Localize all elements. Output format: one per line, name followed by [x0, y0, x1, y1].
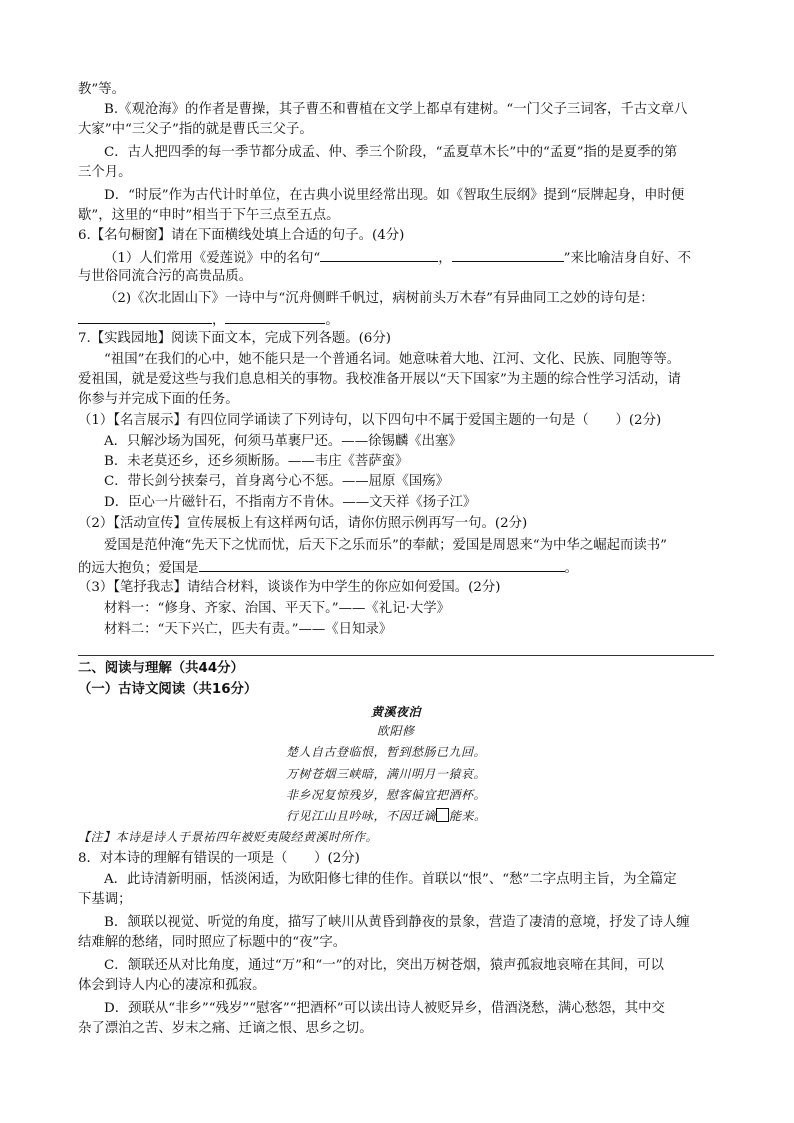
- q6-title: 6.【名句橱窗】请在下面横线处填上合适的句子。(4分): [78, 228, 405, 243]
- q6-part2-comma: ，: [212, 313, 226, 328]
- missing-character-box[interactable]: [436, 808, 449, 822]
- q7-intro-line3: 你参与并完成下面的任务。: [78, 392, 239, 407]
- answer-blank[interactable]: [78, 309, 212, 324]
- q7-material-2: 材料二：“天下兴亡，匹夫有责。”——《日知录》: [104, 622, 393, 637]
- q7-material-1: 材料一：“修身、齐家、治国、平天下。”——《礼记·大学》: [104, 601, 451, 616]
- subsection-title: （一）古诗文阅读（共16分）: [78, 682, 258, 697]
- poem-line-1: 楚人自古登临恨，暂到愁肠已九回。: [286, 745, 487, 759]
- poem-author: 欧阳修: [377, 724, 415, 738]
- q8-option-d-line2: 杂了漂泊之苦、岁末之痛、迁谪之恨、思乡之切。: [78, 1021, 373, 1036]
- q7-intro-line2: 爱祖国，就是爱这些与我们息息相关的事物。我校准备开展以“天下国家”为主题的综合性学习活动，请: [78, 372, 681, 387]
- answer-blank[interactable]: [452, 247, 564, 262]
- q7-title: 7.【实践园地】阅读下面文本，完成下列各题。(6分): [78, 331, 391, 346]
- q5-option-d-line2: 歇”，这里的“申时”相当于下午三点至五点。: [78, 208, 340, 223]
- q8-option-b-line1: B．颔联以视觉、听觉的角度，描写了峡川从黄昏到静夜的景象，营造了凄清的意境，抒发了诗人缠: [104, 915, 690, 930]
- q6-part1-suffix: ”来比喻洁身自好、不: [563, 251, 691, 266]
- poem-title: 黄溪夜泊: [371, 705, 422, 719]
- q7-sub2-line2: [78, 557, 578, 579]
- q5-option-b-line1: B.《观沧海》的作者是曹操，其子曹丕和曹植在文学上都卓有建树。“一门父子三词客，千古文章八: [104, 102, 688, 117]
- q5-option-c-line1: C．古人把四季的每一季节都分成孟、仲、季三个阶段，“孟夏草木长”中的“孟夏”指的是夏季的第: [104, 145, 678, 160]
- q8-option-b-line2: 结难解的愁绪，同时照应了标题中的“夜”字。: [78, 935, 347, 950]
- q7-option-b: B．未老莫还乡，还乡须断肠。——韦庄《菩萨蛮》: [104, 454, 409, 469]
- q7-sub2-period: 。: [564, 561, 578, 576]
- answer-blank[interactable]: [320, 247, 438, 262]
- q7-sub2-prefix: 的远大抱负；爱国是: [78, 561, 199, 576]
- q6-part2-line2: [78, 309, 339, 331]
- q8-option-a-line2: 下基调；: [78, 892, 132, 907]
- q7-sub2-line1: 爱国是范仲淹“先天下之忧而忧，后天下之乐而乐”的奉献；爱国是周恩来“为中华之崛起而读书”: [104, 538, 668, 553]
- poem-line-4-tail: 能来。: [449, 809, 487, 823]
- q7-sub2-title: （2）【活动宣传】宣传展板上有这样两句话，请你仿照示例再写一句。(2分): [78, 516, 528, 531]
- q8-title: 8．对本诗的理解有错误的一项是（ ）(2分): [78, 851, 360, 866]
- q5-option-c-line2: 三个月。: [78, 165, 132, 180]
- answer-blank[interactable]: [225, 309, 325, 324]
- answer-blank[interactable]: [199, 557, 565, 572]
- poem-line-4-head: 行见江山且吟咏，不因迁谪: [286, 809, 437, 823]
- q6-part1-prefix: （1）人们常用《爱莲说》中的名句“: [104, 251, 321, 266]
- q6-part1-comma: ，: [438, 251, 452, 266]
- q8-option-d-line1: D．颈联从“非乡”“残岁”“慰客”“把酒杯”可以读出诗人被贬异乡，借酒浇愁，满心愁怨，其中交: [104, 1001, 665, 1016]
- q5-option-b-line2: 大家”中“三父子”指的就是曹氏三父子。: [78, 122, 313, 137]
- q7-intro-line1: “祖国”在我们的心中，她不能只是一个普通名词。她意味着大地、江河、文化、民族、同胞等等。: [104, 352, 681, 367]
- poem-line-3: 非乡况复惊残岁，慰客偏宜把酒杯。: [286, 788, 487, 802]
- q6-part2-line1: （2)《次北固山下》一诗中与“沉舟侧畔千帆过，病树前头万木春”有异曲同工之妙的诗句是：: [104, 291, 654, 306]
- q6-part2-period: 。: [325, 313, 339, 328]
- q7-option-c: C．带长剑兮挟秦弓，首身离兮心不惩。——屈原《国殇》: [104, 474, 450, 489]
- q8-option-c-line1: C．颔联还从对比角度，通过“万”和“一”的对比，突出万树苍烟，猿声孤寂地哀啼在其间，可以: [104, 958, 664, 973]
- poem-line-4: [286, 806, 487, 826]
- q6-part1-line1: [104, 247, 691, 269]
- answer-line-divider: [78, 655, 714, 656]
- q7-option-d: D．臣心一片磁针石，不指南方不肯休。——文天祥《扬子江》: [104, 495, 477, 510]
- q8-option-c-line2: 体会到诗人内心的凄凉和孤寂。: [78, 978, 266, 993]
- poem-line-2: 万树苍烟三峡暗，满川明月一猿哀。: [286, 767, 487, 781]
- q8-option-a-line1: A．此诗清新明丽，恬淡闲适，为欧阳修七律的佳作。首联以“恨”、“愁”二字点明主旨，为全篇定: [104, 872, 677, 887]
- poem-note: 【注】本诗是诗人于景祐四年被贬夷陵经黄溪时所作。: [78, 830, 379, 844]
- q5-continued-text: 教”等。: [78, 82, 126, 97]
- q7-option-a: A．只解沙场为国死，何须马革裹尸还。——徐锡麟《出塞》: [104, 434, 462, 449]
- q6-part1-line2: 与世俗同流合污的高贵品质。: [78, 269, 253, 284]
- section-title: 二、阅读与理解（共44分）: [78, 661, 244, 676]
- q7-sub1-title: （1）【名言展示】有四位同学诵读了下列诗句，以下四句中不属于爱国主题的一句是（ ）(2分): [78, 413, 662, 428]
- q7-sub3-title: （3）【笔抒我志】请结合材料，谈谈作为中学生的你应如何爱国。(2分): [78, 580, 501, 595]
- q5-option-d-line1: D．“时辰”作为古代计时单位，在古典小说里经常出现。如《智取生辰纲》提到“辰牌起身，申时便: [104, 188, 685, 203]
